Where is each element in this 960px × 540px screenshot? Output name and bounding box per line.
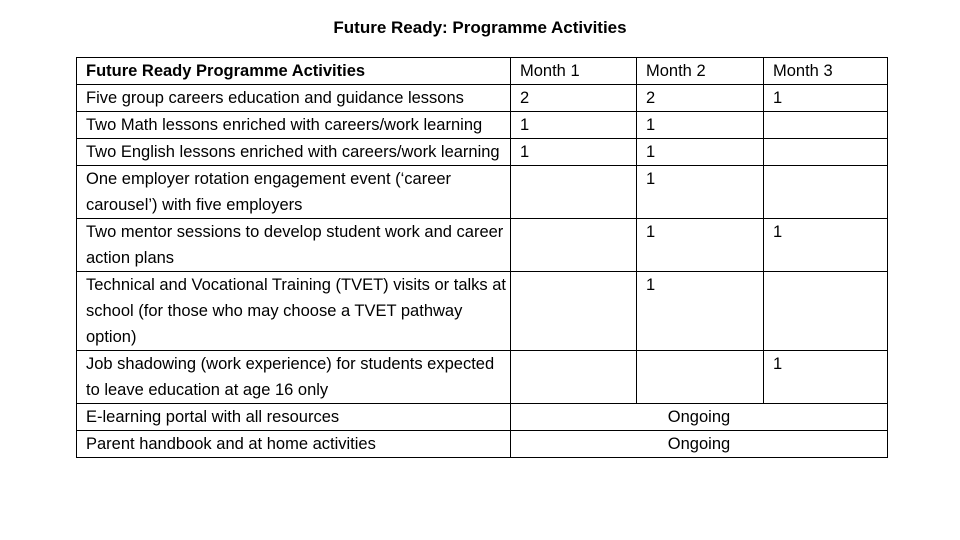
activity-cell: Five group careers education and guidance lessons [77, 85, 511, 112]
table-row [77, 431, 888, 458]
page-title: Future Ready: Programme Activities [333, 18, 627, 37]
activity-cell: E-learning portal with all resources [77, 404, 511, 431]
table-row [77, 351, 888, 404]
table-header-row [77, 58, 888, 85]
month-1-cell [511, 219, 637, 272]
month-2-cell: 1 [637, 272, 764, 351]
ongoing-cell: Ongoing [511, 431, 888, 458]
table-row [77, 139, 888, 166]
activity-cell: Two Math lessons enriched with careers/work learning [77, 112, 511, 139]
header-month-3: Month 3 [764, 58, 888, 85]
month-1-cell: 1 [511, 139, 637, 166]
month-2-cell: 1 [637, 166, 764, 219]
activity-cell: One employer rotation engagement event (‘career carousel’) with five employers [77, 166, 511, 219]
month-3-cell: 1 [764, 351, 888, 404]
table-row [77, 219, 888, 272]
month-1-cell [511, 272, 637, 351]
header-month-2: Month 2 [637, 58, 764, 85]
month-2-cell: 2 [637, 85, 764, 112]
activity-cell: Two English lessons enriched with careers/work learning [77, 139, 511, 166]
month-3-cell [764, 272, 888, 351]
table-row [77, 166, 888, 219]
month-3-cell: 1 [764, 219, 888, 272]
ongoing-cell: Ongoing [511, 404, 888, 431]
header-activities: Future Ready Programme Activities [77, 58, 511, 85]
month-3-cell [764, 112, 888, 139]
activity-cell: Job shadowing (work experience) for students expected to leave education at age 16 only [77, 351, 511, 404]
table-row [77, 272, 888, 351]
month-1-cell [511, 166, 637, 219]
activity-cell: Two mentor sessions to develop student work and career action plans [77, 219, 511, 272]
activity-cell: Technical and Vocational Training (TVET) visits or talks at school (for those who may choose a TVET pathway option) [77, 272, 511, 351]
month-3-cell [764, 166, 888, 219]
month-1-cell: 2 [511, 85, 637, 112]
header-month-1: Month 1 [511, 58, 637, 85]
table-row [77, 112, 888, 139]
month-2-cell: 1 [637, 219, 764, 272]
table-row [77, 404, 888, 431]
month-3-cell: 1 [764, 85, 888, 112]
activity-cell: Parent handbook and at home activities [77, 431, 511, 458]
activities-table [76, 57, 888, 458]
month-3-cell [764, 139, 888, 166]
month-2-cell: 1 [637, 112, 764, 139]
table-row [77, 85, 888, 112]
month-2-cell: 1 [637, 139, 764, 166]
month-2-cell [637, 351, 764, 404]
month-1-cell [511, 351, 637, 404]
month-1-cell: 1 [511, 112, 637, 139]
